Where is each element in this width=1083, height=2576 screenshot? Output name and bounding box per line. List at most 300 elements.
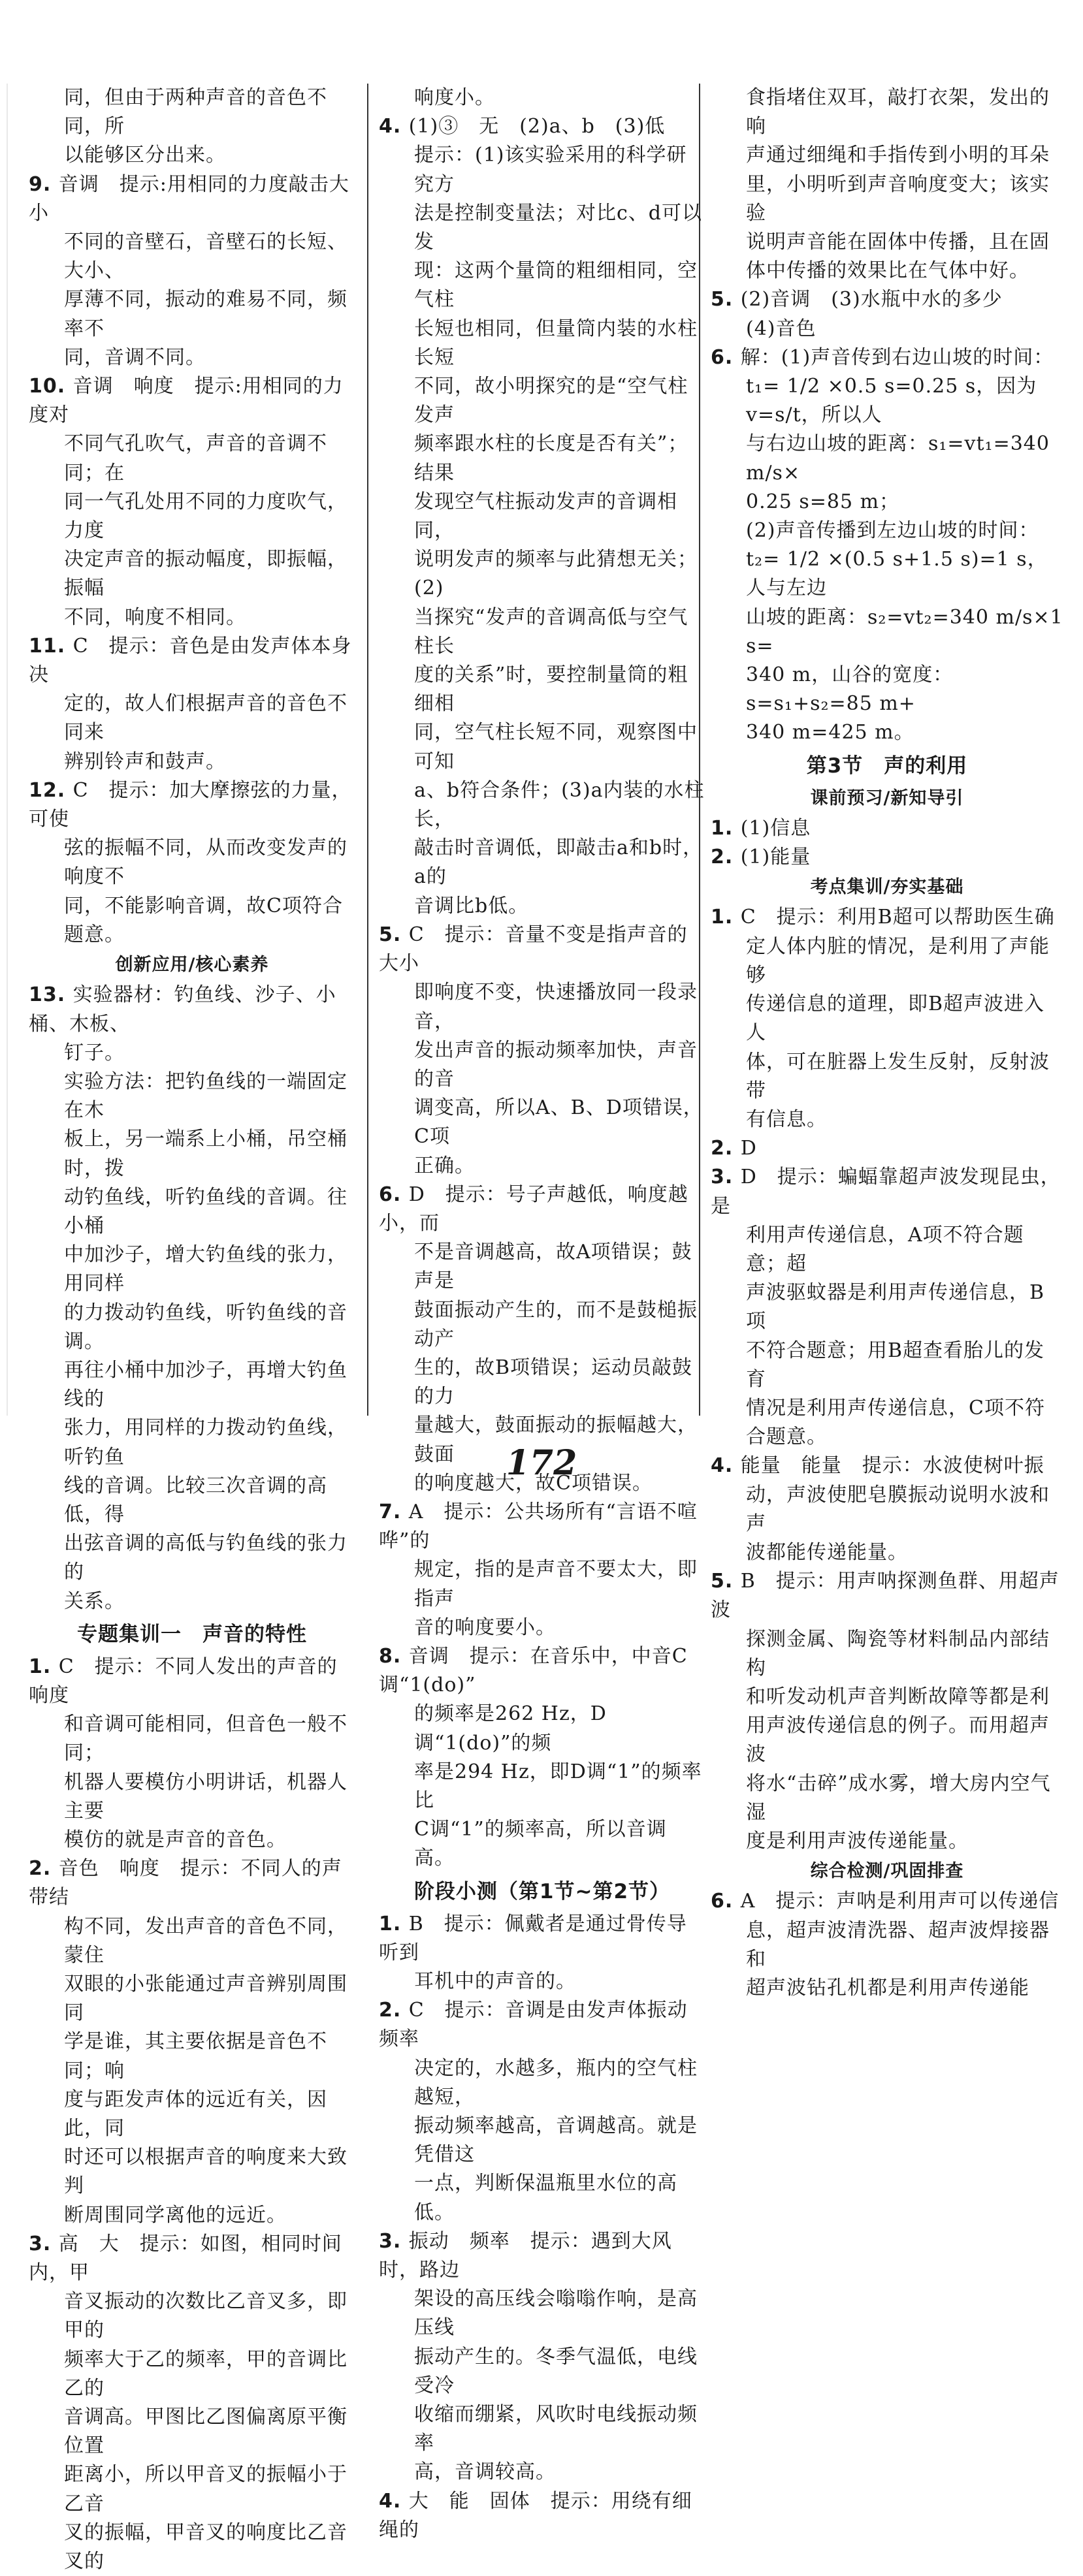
- line-text: 调变高，所以A、B、D项错误，C项: [414, 1096, 703, 1149]
- line-text: D 提示：蝙蝠靠超声波发现昆虫，是: [711, 1166, 1061, 1218]
- line-text: 叉的振幅，甲音叉的响度比乙音叉的: [64, 2520, 348, 2573]
- answer-line: [379, 1181, 705, 1238]
- answer-line: [29, 632, 355, 690]
- line-text: C 提示：不同人发出的声音的响度: [29, 1655, 338, 1707]
- line-text: 频率大于乙的频率，甲的音调比乙的: [64, 2347, 348, 2400]
- item-number: 9.: [29, 172, 59, 196]
- answer-line: [29, 1970, 355, 2027]
- line-text: C 提示：利用B超可以帮助医生确: [740, 906, 1055, 929]
- section-subheading: 创新应用/核心素养: [115, 955, 269, 976]
- line-text: 传递信息的道理，即B超声波进入人: [746, 993, 1045, 1045]
- answer-line: [711, 1916, 1063, 1974]
- answer-line: [711, 228, 1063, 257]
- answer-line: [379, 921, 705, 978]
- item-number: 5.: [711, 288, 741, 311]
- answer-line: [711, 1711, 1063, 1769]
- line-text: 说明声音能在固体中传播，且在固: [746, 231, 1050, 254]
- answer-line: [29, 2403, 355, 2460]
- answer-line: [379, 603, 705, 661]
- answer-line: [379, 315, 705, 372]
- answer-line: [379, 1815, 705, 1873]
- line-text: 将水“击碎”成水雾，增大房内空气湿: [746, 1772, 1051, 1824]
- section-heading: 阶段小测（第1节~第2节）: [413, 1879, 671, 1903]
- line-text: 厚薄不同，振动的难易不同，频率不: [64, 288, 348, 340]
- answer-line: [379, 1238, 705, 1296]
- answer-line: [29, 2230, 355, 2287]
- answer-item: [711, 1163, 1063, 1452]
- answer-line: [711, 1974, 1063, 2003]
- line-text: 度是利用声波传递能量。: [746, 1829, 969, 1852]
- answer-item: [29, 2230, 355, 2576]
- line-text: 度与距发声体的远近有关，因此，同: [64, 2088, 327, 2140]
- line-text: 断周围同学离他的远近。: [64, 2203, 287, 2227]
- line-text: 实验方法：把钓鱼线的一端固定在木: [64, 1070, 348, 1122]
- line-text: D 提示：号子声越低，响度越小，而: [379, 1183, 688, 1235]
- answer-line: [379, 2400, 705, 2458]
- item-number: 6.: [379, 1183, 409, 1206]
- line-text: 有信息。: [746, 1107, 827, 1131]
- line-text: 动，声波使肥皂膜振动说明水波和声: [746, 1483, 1050, 1535]
- answer-line: [711, 718, 1063, 747]
- answer-line: [29, 1241, 355, 1298]
- line-text: B 提示：用声呐探测鱼群、用超声波: [711, 1570, 1059, 1622]
- answer-line: [379, 1614, 705, 1642]
- answer-line: [29, 981, 355, 1038]
- section-heading: 第3节 声的利用: [806, 754, 968, 778]
- line-text: 利用声传递信息，A项不符合题意；超: [746, 1223, 1024, 1275]
- answer-line: [29, 430, 355, 487]
- answer-line: [379, 661, 705, 718]
- answer-line: [29, 1587, 355, 1616]
- line-text: D: [740, 1137, 757, 1160]
- line-text: 声波驱蚊器是利用声传递信息，B项: [746, 1281, 1045, 1333]
- answer-line: [379, 1967, 705, 1996]
- line-text: 出弦音调的高低与钓鱼线的张力的: [64, 1532, 348, 1584]
- line-text: (4)音色: [746, 317, 816, 340]
- line-text: 不同气孔吹气，声音的音调不同；在: [64, 432, 327, 485]
- answer-line: [29, 776, 355, 834]
- item-number: 4.: [379, 2489, 409, 2513]
- answer-line: [29, 84, 355, 141]
- line-text: 音叉振动的次数比乙音叉多，即甲的: [64, 2290, 348, 2342]
- line-text: 不同的音壁石，音壁石的长短、大小、: [64, 231, 348, 283]
- line-text: 声通过细绳和手指传到小明的耳朵: [746, 144, 1050, 167]
- answer-line: [379, 545, 705, 603]
- answer-line: [711, 488, 1063, 517]
- line-text: 频率跟水柱的长度是否有关”；结果: [414, 432, 688, 485]
- line-text: 度的关系”时，要控制量筒的粗细相: [414, 663, 688, 716]
- column-left: [29, 84, 355, 2576]
- answer-line: [711, 517, 1063, 545]
- line-text: 模仿的就是声音的音色。: [64, 1828, 287, 1851]
- column-middle: [379, 84, 705, 2545]
- answer-item: [379, 1996, 705, 2227]
- answer-line: [711, 1105, 1063, 1134]
- answer-item: [29, 170, 355, 372]
- line-text: (1)信息: [740, 816, 811, 840]
- answer-item: [711, 343, 1063, 748]
- line-text: 定的，故人们根据声音的音色不同来: [64, 692, 348, 744]
- line-text: 弦的振幅不同，从而改变发声的响度不: [64, 836, 348, 889]
- answer-line: [29, 228, 355, 285]
- answer-line: [29, 372, 355, 430]
- line-text: 用声波传递信息的例子。而用超声波: [746, 1714, 1050, 1766]
- continued-text: [711, 84, 1063, 285]
- page-number: 172: [506, 1443, 577, 1483]
- answer-line: [29, 1710, 355, 1768]
- item-number: 1.: [379, 1912, 409, 1935]
- line-text: C调“1”的频率高，所以音调高。: [414, 1818, 667, 1870]
- line-text: 探测金属、陶瓷等材料制品内部结构: [746, 1627, 1050, 1679]
- answer-item: [379, 112, 705, 921]
- answer-line: [379, 1296, 705, 1354]
- answer-line: [29, 1854, 355, 1912]
- line-text: (2)声音传播到左边山坡的时间：: [746, 519, 1039, 543]
- answer-line: [29, 2345, 355, 2403]
- answer-line: [711, 1394, 1063, 1423]
- answer-item: [379, 2227, 705, 2487]
- answer-line: [711, 141, 1063, 170]
- answer-line: [29, 690, 355, 747]
- line-text: 的力拨动钓鱼线，听钓鱼线的音调。: [64, 1301, 348, 1353]
- item-number: 8.: [379, 1644, 409, 1668]
- answer-line: [711, 84, 1063, 141]
- line-text: (1)③ 无 (2)a、b (3)低: [408, 115, 666, 138]
- answer-line: [379, 2458, 705, 2487]
- line-text: t₂= 1/2 ×(0.5 s+1.5 s)=1 s，人与左边: [746, 548, 1048, 600]
- answer-line: [29, 603, 355, 632]
- line-text: 距离小，所以甲音叉的振幅小于乙音: [64, 2463, 348, 2515]
- answer-line: [379, 1758, 705, 1815]
- line-text: 张力，用同样的力拨动钓鱼线，听钓鱼: [64, 1416, 348, 1469]
- line-text: 关系。: [64, 1589, 125, 1613]
- answer-line: [379, 1910, 705, 1967]
- line-text: 敲击时音调低，即敲击a和b时，a的: [414, 836, 703, 889]
- item-number: 2.: [29, 1857, 59, 1881]
- line-text: 时还可以根据声音的响度来大致判: [64, 2146, 348, 2198]
- item-number: 1.: [711, 906, 741, 929]
- line-text: 长短也相同，但量筒内装的水柱长短: [414, 317, 698, 369]
- column-right: [711, 84, 1063, 2003]
- answer-line: [711, 814, 1063, 843]
- answer-item: [379, 1910, 705, 1997]
- line-text: C 提示：音调是由发声体振动频率: [379, 1999, 688, 2051]
- answer-line: [29, 141, 355, 170]
- line-text: 山坡的距离：s₂=vt₂=340 m/s×1 s=: [746, 605, 1063, 658]
- line-text: C 提示：加大摩擦弦的力量，可使: [29, 778, 352, 831]
- item-number: 5.: [379, 923, 409, 946]
- line-text: 线的音调。比较三次音调的高低，得: [64, 1474, 327, 1526]
- line-text: 音调 提示：在音乐中，中音C调“1(do)”: [379, 1644, 688, 1697]
- answer-line: [711, 545, 1063, 603]
- answer-line: [29, 1913, 355, 1970]
- answer-item: [29, 981, 355, 1615]
- item-number: 3.: [379, 2229, 409, 2253]
- line-text: (1)能量: [740, 846, 811, 869]
- line-text: 发出声音的振动频率加快，声音的音: [414, 1038, 698, 1090]
- line-text: 体，可在脏器上发生反射，反射波带: [746, 1050, 1050, 1102]
- section-heading: 专题集训一 声音的特性: [77, 1622, 307, 1646]
- answer-line: [711, 843, 1063, 872]
- line-text: 机器人要模仿小明讲话，机器人主要: [64, 1770, 348, 1822]
- line-text: 实验器材：钓鱼线、沙子、小桶、木板、: [29, 983, 336, 1036]
- answer-line: [29, 748, 355, 776]
- line-text: 决定的，水越多，瓶内的空气柱越短，: [414, 2056, 698, 2108]
- line-text: 当探究“发声的音调高低与空气柱长: [414, 605, 688, 658]
- item-number: 7.: [379, 1500, 409, 1523]
- line-text: 同，空气柱长短不同，观察图中可知: [414, 721, 698, 773]
- line-text: 中加沙子，增大钓鱼线的张力，用同样: [64, 1243, 348, 1296]
- answer-item: [29, 372, 355, 632]
- answer-line: [711, 990, 1063, 1047]
- line-text: 响度小。: [414, 86, 495, 109]
- answer-line: [711, 1337, 1063, 1394]
- answer-line: [29, 2201, 355, 2230]
- answer-item: [711, 285, 1063, 343]
- answer-item: [379, 921, 705, 1181]
- line-text: A 提示：声呐是利用声可以传递信: [740, 1890, 1059, 1913]
- line-text: 鼓面振动产生的，而不是鼓槌振动产: [414, 1298, 698, 1350]
- line-text: 食指堵住双耳，敲打衣架，发出的响: [746, 86, 1050, 138]
- answer-line: [379, 1152, 705, 1181]
- section-subheading: 考点集训/夯实基础: [810, 877, 964, 898]
- line-text: 动钓鱼线，听钓鱼线的音调。往小桶: [64, 1185, 348, 1237]
- item-number: 6.: [711, 1890, 741, 1913]
- line-text: 学是谁，其主要依据是音色不同；响: [64, 2030, 327, 2082]
- answer-line: [29, 488, 355, 545]
- answer-line: [379, 1700, 705, 1757]
- answer-line: [29, 2287, 355, 2345]
- answer-line: [29, 1068, 355, 1125]
- line-text: 与右边山坡的距离：s₁=vt₁=340 m/s×: [746, 432, 1050, 485]
- item-number: 5.: [711, 1570, 741, 1593]
- line-text: 以能够区分出来。: [64, 144, 226, 167]
- answer-line: [379, 1036, 705, 1094]
- line-text: 板上，另一端系上小桶，吊空桶时，拨: [64, 1128, 348, 1180]
- line-text: 法是控制变量法；对比c、d可以发: [414, 201, 703, 254]
- answer-line: [711, 1134, 1063, 1163]
- answer-line: [711, 932, 1063, 990]
- line-text: 不同，响度不相同。: [64, 605, 246, 629]
- answer-line: [711, 1481, 1063, 1538]
- line-text: 决定声音的振动幅度，即振幅，振幅: [64, 548, 348, 600]
- item-number: 13.: [29, 983, 73, 1007]
- answer-line: [29, 1299, 355, 1356]
- answer-line: [379, 2487, 705, 2545]
- item-number: 3.: [711, 1166, 741, 1189]
- answer-line: [29, 2460, 355, 2518]
- line-text: 同，音调不同。: [64, 345, 206, 369]
- section-subheading: 课前预习/新知导引: [810, 787, 964, 808]
- line-text: 音的响度要小。: [414, 1615, 556, 1639]
- answer-item: [711, 1887, 1063, 2003]
- item-number: 4.: [711, 1454, 741, 1478]
- answer-line: [711, 1279, 1063, 1336]
- item-number: 2.: [711, 846, 741, 869]
- answer-line: [379, 2054, 705, 2112]
- answer-line: [29, 1653, 355, 1710]
- line-text: 构不同，发出声音的音色不同，蒙住: [64, 1915, 348, 1967]
- answer-line: [379, 1354, 705, 1411]
- line-text: 音调比b低。: [414, 894, 529, 917]
- answer-line: [29, 170, 355, 228]
- answer-line: [711, 343, 1063, 372]
- answer-line: [379, 1996, 705, 2054]
- answer-line: [711, 1048, 1063, 1105]
- line-text: 收缩而绷紧，风吹时电线振动频率: [414, 2403, 698, 2455]
- item-number: 1.: [29, 1655, 59, 1678]
- answer-item: [379, 2487, 705, 2545]
- answer-line: [379, 2227, 705, 2285]
- answer-line: [711, 1625, 1063, 1683]
- line-text: 不是音调越高，故A项错误；鼓声是: [414, 1241, 692, 1293]
- answer-line: [29, 1826, 355, 1854]
- line-text: 高 大 提示：如图，相同时间内，甲: [29, 2232, 342, 2285]
- line-text: 和音调可能相同，但音色一般不同；: [64, 1713, 348, 1765]
- answer-line: [379, 372, 705, 430]
- line-text: 的频率是262 Hz，D调“1(do)”的频: [414, 1702, 607, 1755]
- line-text: 规定，指的是声音不要太大，即指声: [414, 1558, 698, 1610]
- line-text: 音调 响度 提示:用相同的力度对: [29, 375, 344, 427]
- answer-line: [379, 199, 705, 257]
- answer-item: [711, 1567, 1063, 1856]
- item-number: 1.: [711, 816, 741, 840]
- answer-item: [711, 903, 1063, 1134]
- line-text: 振动频率越高，音调越高。就是凭借这: [414, 2114, 698, 2167]
- line-text: 340 m，山谷的宽度：s=s₁+s₂=85 m+: [746, 663, 954, 716]
- answer-line: [379, 718, 705, 776]
- answer-item: [29, 1854, 355, 2230]
- line-text: 息，超声波清洗器、超声波焊接器和: [746, 1918, 1050, 1971]
- line-text: 体中传播的效果比在气体中好。: [746, 259, 1029, 283]
- answer-line: [711, 1683, 1063, 1711]
- answer-line: [379, 1498, 705, 1555]
- line-text: 耳机中的声音的。: [414, 1970, 576, 1993]
- line-text: 能量 能量 提示：水波使树叶振: [740, 1454, 1044, 1478]
- line-text: 一点，判断保温瓶里水位的高低。: [414, 2172, 677, 2224]
- answer-item: [379, 1498, 705, 1642]
- answer-line: [711, 1567, 1063, 1625]
- line-text: B 提示：佩戴者是通过骨传导听到: [379, 1912, 687, 1964]
- answer-line: [379, 2112, 705, 2169]
- answer-line: [29, 1356, 355, 1414]
- answer-line: [29, 1125, 355, 1183]
- item-number: 3.: [29, 2232, 59, 2255]
- answer-line: [29, 343, 355, 372]
- item-number: 4.: [379, 115, 409, 138]
- answer-line: [379, 84, 705, 112]
- answer-line: [379, 892, 705, 921]
- line-text: C 提示：音色是由发声体本身决: [29, 634, 352, 687]
- line-text: 提示：(1)该实验采用的科学研究方: [414, 144, 687, 196]
- line-text: 同，但由于两种声音的音色不同，所: [64, 86, 327, 138]
- item-number: 12.: [29, 778, 73, 802]
- line-text: 不同，故小明探究的是“空气柱发声: [414, 375, 688, 427]
- answer-line: [29, 1768, 355, 1826]
- answer-line: [379, 2343, 705, 2400]
- line-text: (2)音调 (3)水瓶中水的多少: [740, 288, 1003, 311]
- line-text: 340 m=425 m。: [746, 721, 914, 744]
- answer-item: [379, 1642, 705, 1873]
- answer-line: [711, 1770, 1063, 1827]
- line-text: 的响度越大，故C项错误。: [414, 1471, 653, 1495]
- line-text: 现：这两个量筒的粗细相同，空气柱: [414, 259, 698, 311]
- answer-line: [29, 2027, 355, 2085]
- line-text: t₁= 1/2 ×0.5 s=0.25 s，因为v=s/t，所以人: [746, 375, 1037, 427]
- answer-item: [711, 1134, 1063, 1163]
- answer-line: [29, 1183, 355, 1241]
- line-text: 情况是利用声传递信息，C项不符: [746, 1396, 1045, 1420]
- line-text: 量越大，鼓面振动的振幅越大，鼓面: [414, 1414, 698, 1466]
- item-number: 11.: [29, 634, 73, 658]
- line-text: 即响度不变，快速播放同一段录音，: [414, 981, 698, 1033]
- answer-line: [379, 1094, 705, 1151]
- answer-line: [29, 2086, 355, 2143]
- answer-line: [379, 834, 705, 891]
- answer-item: [29, 1653, 355, 1854]
- answer-line: [711, 1887, 1063, 1916]
- answer-line: [711, 603, 1063, 661]
- answer-line: [29, 2143, 355, 2201]
- item-number: 6.: [711, 345, 741, 369]
- line-text: 钉子。: [64, 1041, 125, 1064]
- line-text: 0.25 s=85 m；: [746, 490, 900, 513]
- answer-line: [379, 141, 705, 199]
- section-subheading: 综合检测/巩固排查: [810, 1861, 964, 1882]
- answer-line: [379, 1642, 705, 1700]
- item-number: 2.: [711, 1137, 741, 1160]
- line-text: 音调 提示:用相同的力度敲击大小: [29, 172, 349, 225]
- line-text: 双眼的小张能通过声音辨别周围同: [64, 1973, 348, 2025]
- line-text: 再往小桶中加沙子，再增大钓鱼线的: [64, 1358, 348, 1411]
- line-text: 里，小明听到声音响度变大；该实验: [746, 172, 1050, 225]
- answer-line: [379, 112, 705, 141]
- answer-line: [379, 488, 705, 545]
- item-number: 10.: [29, 375, 73, 398]
- answer-line: [711, 1827, 1063, 1856]
- line-text: 振动 频率 提示：遇到大风时，路边: [379, 2229, 672, 2282]
- left-margin-strip: [7, 84, 8, 1416]
- line-text: 生的，故B项错误；运动员敲鼓的力: [414, 1356, 693, 1408]
- answer-line: [29, 285, 355, 343]
- line-text: 振动产生的。冬季气温低，电线受冷: [414, 2345, 698, 2397]
- line-text: 解：(1)声音传到右边山坡的时间：: [740, 345, 1054, 369]
- answer-line: [29, 892, 355, 949]
- answer-line: [379, 1555, 705, 1613]
- answer-line: [711, 285, 1063, 314]
- answer-item: [29, 632, 355, 776]
- line-text: C 提示：音量不变是指声音的大小: [379, 923, 688, 976]
- answer-item: [711, 814, 1063, 843]
- line-text: 超声波钻孔机都是利用声传递能: [746, 1977, 1029, 1999]
- line-text: 定人体内脏的情况，是利用了声能够: [746, 934, 1050, 987]
- answer-line: [711, 430, 1063, 487]
- line-text: 发现空气柱振动发声的音调相同，: [414, 490, 677, 543]
- answer-line: [29, 834, 355, 891]
- column-divider: [367, 84, 368, 1416]
- answer-line: [711, 315, 1063, 343]
- answer-line: [711, 903, 1063, 932]
- line-text: A 提示：公共场所有“言语不喧哗”的: [379, 1500, 698, 1553]
- line-text: 波都能传递能量。: [746, 1540, 908, 1564]
- line-text: 音色 响度 提示：不同人的声带结: [29, 1857, 342, 1909]
- item-number: 2.: [379, 1999, 409, 2022]
- answer-line: [379, 2169, 705, 2227]
- answer-line: [711, 1221, 1063, 1279]
- answer-line: [29, 545, 355, 603]
- answer-line: [711, 372, 1063, 430]
- answer-line: [29, 1529, 355, 1587]
